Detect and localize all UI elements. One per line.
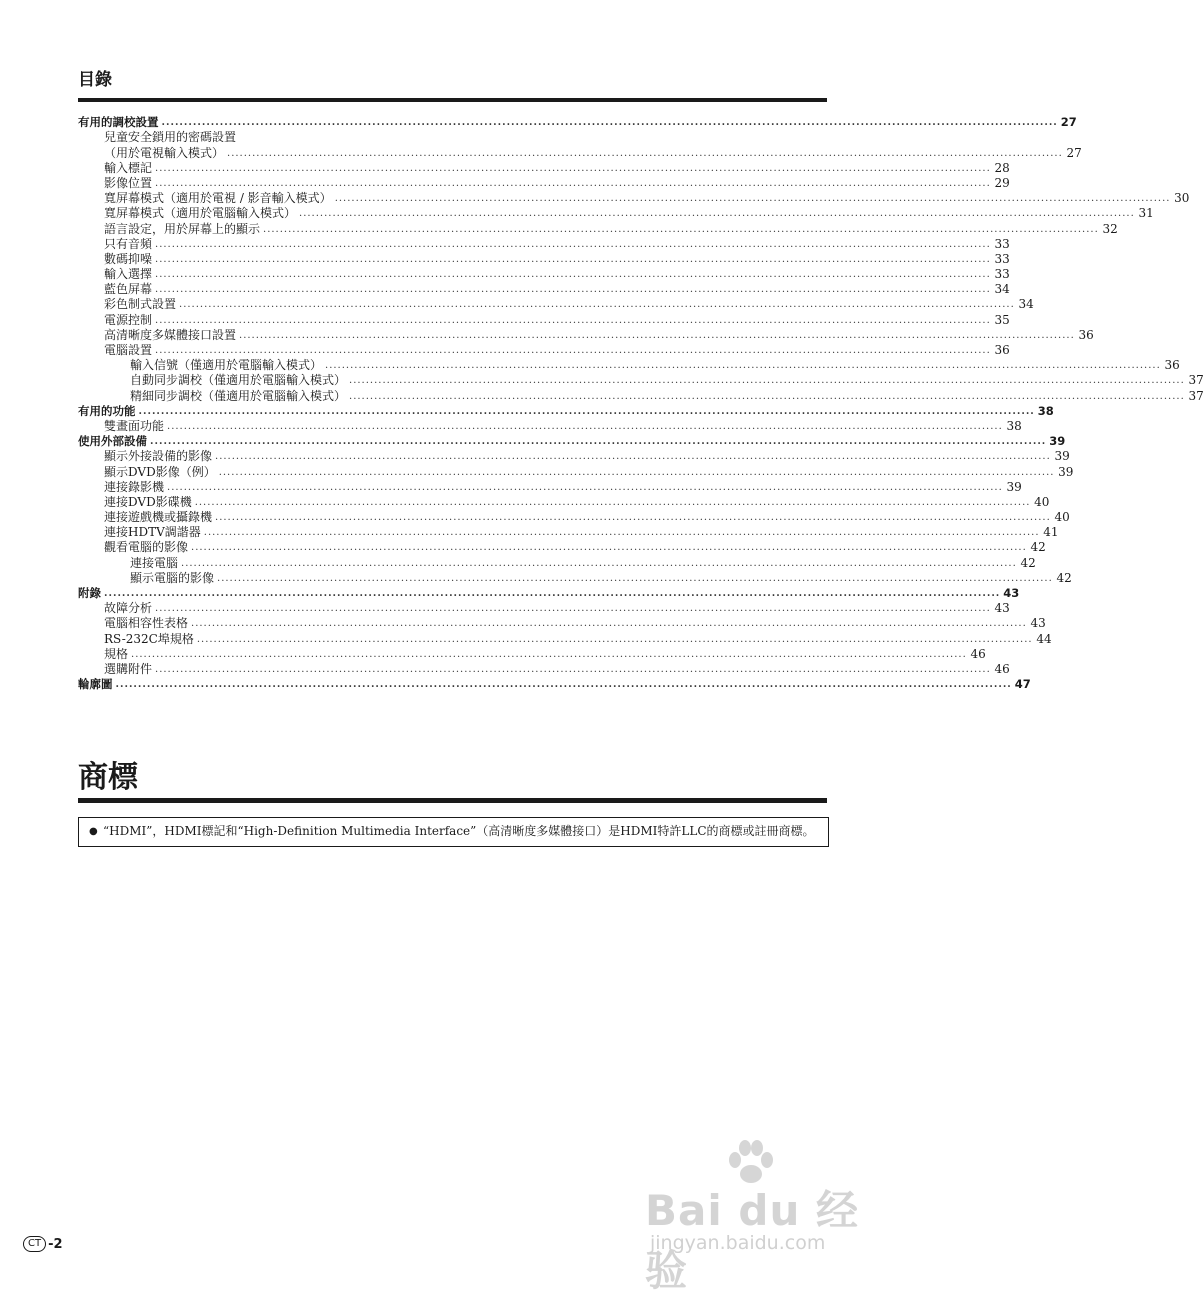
toc-entry xyxy=(78,510,1070,525)
toc-entry xyxy=(78,646,986,662)
toc-entry xyxy=(78,251,1010,267)
toc-entry xyxy=(78,343,1010,358)
toc-entry-title: （用於電視輸入模式） xyxy=(104,145,225,160)
toc-entry-title: 影像位置 xyxy=(104,175,153,190)
toc-entry-page: 27 xyxy=(1066,145,1082,160)
toc-entry-leader: ........................................................................................................................................................................................................ xyxy=(203,527,1040,539)
toc-entry xyxy=(78,297,1034,312)
toc-entry-page: 33 xyxy=(994,267,1010,282)
toc-entry-page: 35 xyxy=(994,312,1010,327)
toc-entry-title: 電腦相容性表格 xyxy=(104,616,189,631)
toc-entry xyxy=(78,282,1010,297)
toc-entry-page: 46 xyxy=(970,646,986,661)
toc-entry-title: 連接錄影機 xyxy=(104,479,165,494)
toc-entry-title: 電腦設置 xyxy=(104,343,153,357)
toc-entry-leader: ........................................................................................................................................................................................................ xyxy=(155,663,991,675)
toc-entry xyxy=(78,434,1066,449)
toc-entry-leader: ........................................................................................................................................................................................................ xyxy=(155,269,991,281)
toc-entry xyxy=(78,373,1204,388)
toc-entry-page: 37 xyxy=(1188,373,1204,388)
toc-entry-page: 27 xyxy=(1060,115,1077,130)
toc-entry-page: 29 xyxy=(994,175,1010,190)
toc-entry-title: 觀看電腦的影像 xyxy=(104,540,189,555)
toc-entry-leader: ........................................................................................................................................................................................................ xyxy=(155,284,991,296)
toc-heading-rule xyxy=(78,98,827,102)
toc-entry-leader: ........................................................................................................................................................................................................ xyxy=(215,451,1051,463)
toc-entry xyxy=(78,631,1052,646)
toc-entry xyxy=(78,616,1046,631)
toc-entry-leader: ........................................................................................................................................................................................................ xyxy=(150,436,1047,448)
toc-entry-leader: ........................................................................................................................................................................................................ xyxy=(191,542,1027,554)
toc-entry-leader: ........................................................................................................................................................................................................ xyxy=(155,177,991,189)
toc-entry-title: 數碼抑噪 xyxy=(104,251,153,266)
toc-entry xyxy=(78,661,1010,677)
toc-entry-title: RS-232C埠規格 xyxy=(104,631,194,646)
toc-entry-leader: ........................................................................................................................................................................................................ xyxy=(218,466,1055,478)
toc-entry-title: 有用的功能 xyxy=(78,403,136,418)
toc-entry-title: 輸入標記 xyxy=(104,160,153,175)
toc-entry-leader: ........................................................................................................................................................................................................ xyxy=(349,375,1185,387)
toc-entry-page: 47 xyxy=(1014,677,1031,692)
toc-entry xyxy=(78,145,1082,160)
toc-entry-leader: ........................................................................................................................................................................................................ xyxy=(131,648,967,660)
toc-entry-leader: ........................................................................................................................................................................................................ xyxy=(215,512,1051,524)
toc-entry xyxy=(78,464,1074,479)
page-number: -2 xyxy=(48,1236,63,1252)
page-footer xyxy=(23,1236,63,1252)
toc-entry xyxy=(78,160,1010,176)
toc-entry-title: 語言設定，用於屏幕上的顯示 xyxy=(104,221,261,236)
watermark-logo-text: Bai du 经验 xyxy=(645,1186,859,1295)
toc-entry-leader: ........................................................................................................................................................................................................ xyxy=(196,633,1033,645)
toc-entry xyxy=(78,130,438,145)
toc-entry-leader: ........................................................................................................................................................................................................ xyxy=(167,481,1003,493)
trademark-item xyxy=(89,824,818,839)
toc-entry-page: 36 xyxy=(1164,358,1180,373)
trademark-text: “HDMI”，HDMI標記和“High-Definition Multimedia Interface”（高清晰度多媒體接口）是HDMI特許LLC的商標或註冊商標。 xyxy=(103,824,815,838)
toc-entry xyxy=(78,449,1070,464)
toc-entry-leader: ........................................................................................................................................................................................................ xyxy=(155,253,991,265)
toc-entry-title: 輪廓圖 xyxy=(78,677,113,692)
toc-entry-title: 輸入選擇 xyxy=(104,267,153,282)
toc-entry xyxy=(78,479,1022,495)
toc-entry-title: 連接電腦 xyxy=(130,555,179,570)
toc-entry-page: 28 xyxy=(994,160,1010,175)
toc-entry-title: 顯示外接設備的影像 xyxy=(104,449,213,464)
toc-entry-page: 31 xyxy=(1138,206,1154,221)
toc-entry-page: 34 xyxy=(1018,297,1034,312)
toc-entry-leader: ........................................................................................................................................................................................................ xyxy=(179,299,1015,311)
toc-entry xyxy=(78,267,1010,282)
toc-entry-title: 兒童安全鎖用的密碼設置 xyxy=(104,130,237,145)
toc-entry-title: 附錄 xyxy=(78,586,101,600)
toc-entry-page: 42 xyxy=(1056,570,1072,585)
watermark-url: jingyan.baidu.com xyxy=(650,1232,826,1254)
toc-entry xyxy=(78,312,1010,327)
toc-entry-leader: ........................................................................................................................................................................................................ xyxy=(239,329,1075,341)
toc-entry xyxy=(78,358,1180,373)
trademarks-box xyxy=(78,817,829,847)
toc-entry-title: 選購附件 xyxy=(104,661,153,676)
toc-entry-leader: ........................................................................................................................................................................................................ xyxy=(299,208,1135,220)
toc-entry-leader: ........................................................................................................................................................................................................ xyxy=(155,603,991,615)
toc-entry-leader: ........................................................................................................................................................................................................ xyxy=(194,496,1031,508)
toc-entry-leader: ........................................................................................................................................................................................................ xyxy=(104,588,1001,599)
toc-entry xyxy=(78,555,1036,570)
toc-entry xyxy=(78,175,1010,191)
toc-entry-leader: ........................................................................................................................................................................................................ xyxy=(138,405,1035,417)
toc-entry-page: 42 xyxy=(1030,540,1046,555)
toc-entry-page: 43 xyxy=(1030,616,1046,631)
toc-entry-leader: ........................................................................................................................................................................................................ xyxy=(155,162,991,174)
toc-entry-page: 44 xyxy=(1036,631,1052,646)
baidu-watermark xyxy=(645,1140,865,1295)
toc-entry-title: 顯示電腦的影像 xyxy=(130,570,215,585)
toc-entry xyxy=(78,540,1046,555)
toc-entry xyxy=(78,570,1072,586)
toc-entry-page: 43 xyxy=(994,601,1010,616)
trademarks-heading: 商標 xyxy=(78,760,138,795)
toc-entry-title: 連接遊戲機或攝錄機 xyxy=(104,510,213,525)
toc-entry-title: 只有音頻 xyxy=(104,236,153,251)
toc-entry-title: 自動同步調校（僅適用於電腦輸入模式） xyxy=(130,373,347,388)
toc-entry xyxy=(78,388,1204,403)
toc-entry xyxy=(78,494,1050,510)
toc-entry-leader: ........................................................................................................................................................................................................ xyxy=(349,390,1185,402)
toc-entry xyxy=(78,221,1118,236)
toc-entry xyxy=(78,115,1077,130)
toc-entry xyxy=(78,418,1022,434)
toc-entry-page: 43 xyxy=(1003,586,1020,600)
toc-heading: 目錄 xyxy=(78,70,112,90)
language-code-badge: CT xyxy=(23,1236,46,1252)
toc-entry-leader: ........................................................................................................................................................................................................ xyxy=(181,557,1017,569)
toc-entry-title: 使用外部設備 xyxy=(78,434,147,449)
toc-entry-title: 雙畫面功能 xyxy=(104,418,165,433)
toc-entry xyxy=(78,206,1154,221)
toc-entry-title: 顯示DVD影像（例） xyxy=(104,464,216,479)
trademarks-heading-rule xyxy=(78,798,827,803)
toc-entry-page: 37 xyxy=(1188,388,1204,403)
bullet-icon: ● xyxy=(89,826,98,837)
toc-entry-leader: ........................................................................................................................................................................................................ xyxy=(167,420,1003,432)
toc-entry-page: 40 xyxy=(1034,494,1050,509)
toc-entry-page: 32 xyxy=(1102,221,1118,236)
toc-entry-page: 33 xyxy=(994,251,1010,266)
toc-entry xyxy=(78,403,1054,419)
table-of-contents xyxy=(78,115,1204,692)
toc-entry-page: 30 xyxy=(1174,191,1190,206)
toc-entry xyxy=(78,586,1020,601)
toc-entry-title: 連接DVD影碟機 xyxy=(104,494,192,509)
toc-entry-title: 電源控制 xyxy=(104,312,153,327)
toc-entry-title: 高清晰度多媒體接口設置 xyxy=(104,327,237,342)
toc-entry-page: 39 xyxy=(1049,434,1066,449)
toc-entry-title: 規格 xyxy=(104,646,129,661)
toc-entry xyxy=(78,191,1190,206)
toc-entry-title: 寬屏幕模式（適用於電腦輸入模式） xyxy=(104,206,297,221)
toc-entry-leader: ........................................................................................................................................................................................................ xyxy=(263,223,1099,235)
toc-entry-page: 41 xyxy=(1043,525,1059,540)
toc-entry-leader: ........................................................................................................................................................................................................ xyxy=(191,618,1027,630)
toc-entry-title: 輸入信號（僅適用於電腦輸入模式） xyxy=(130,358,323,373)
toc-entry-leader: ........................................................................................................................................................................................................ xyxy=(115,679,1012,691)
toc-entry-leader: ........................................................................................................................................................................................................ xyxy=(155,314,991,326)
toc-entry-page: 46 xyxy=(994,661,1010,676)
toc-entry-page: 33 xyxy=(994,236,1010,251)
toc-entry-title: 故障分析 xyxy=(104,601,153,616)
toc-entry-page: 39 xyxy=(1006,479,1022,494)
toc-entry-page: 39 xyxy=(1054,449,1070,464)
toc-entry xyxy=(78,677,1031,692)
toc-entry-leader: ........................................................................................................................................................................................................ xyxy=(334,193,1171,205)
toc-entry xyxy=(78,236,1010,252)
toc-entry-page: 38 xyxy=(1037,403,1054,418)
toc-entry-page: 42 xyxy=(1020,555,1036,570)
toc-entry-leader: ........................................................................................................................................................................................................ xyxy=(161,117,1058,129)
toc-entry-page: 34 xyxy=(994,282,1010,297)
toc-entry-page: 40 xyxy=(1054,510,1070,525)
toc-entry-title: 有用的調校設置 xyxy=(78,115,159,130)
toc-entry-leader: ........................................................................................................................................................................................................ xyxy=(325,360,1161,372)
toc-entry-leader: ........................................................................................................................................................................................................ xyxy=(227,147,1063,159)
toc-entry-title: 彩色制式設置 xyxy=(104,297,177,312)
toc-entry-page: 39 xyxy=(1058,464,1074,479)
toc-entry-title: 連接HDTV調諧器 xyxy=(104,525,201,540)
toc-entry xyxy=(78,327,1094,343)
toc-entry-page: 36 xyxy=(994,343,1010,357)
toc-entry-page: 38 xyxy=(1006,418,1022,433)
toc-entry-leader: ........................................................................................................................................................................................................ xyxy=(155,345,991,356)
toc-entry-leader: ........................................................................................................................................................................................................ xyxy=(217,572,1053,584)
toc-entry xyxy=(78,525,1059,540)
toc-entry-title: 藍色屏幕 xyxy=(104,282,153,297)
toc-entry-title: 精細同步調校（僅適用於電腦輸入模式） xyxy=(130,388,347,403)
toc-entry-leader: ........................................................................................................................................................................................................ xyxy=(155,238,991,250)
toc-entry xyxy=(78,601,1010,616)
toc-entry-page: 36 xyxy=(1078,327,1094,342)
toc-entry-title: 寬屏幕模式（適用於電視 / 影音輸入模式） xyxy=(104,191,332,206)
